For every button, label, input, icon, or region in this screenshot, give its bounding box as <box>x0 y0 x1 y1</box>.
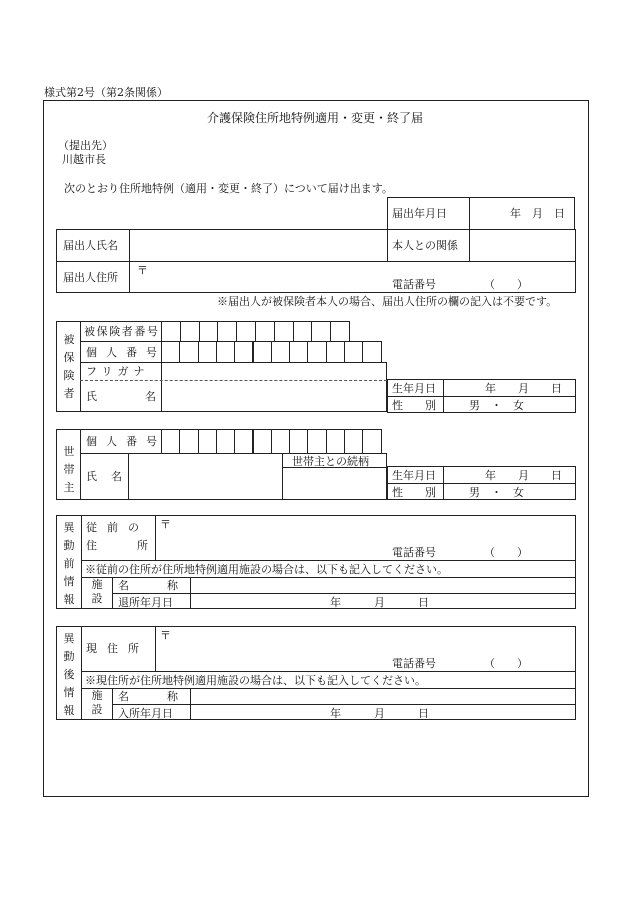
householder-name-label: 氏 名 <box>86 470 122 483</box>
digit-box[interactable] <box>289 341 308 363</box>
before-phone-label: 電話番号 <box>392 546 436 559</box>
submitter-name-field[interactable] <box>131 231 385 260</box>
householder-section-label: 世 帯 主 <box>63 445 75 494</box>
digit-box[interactable] <box>161 341 180 363</box>
digit-box[interactable] <box>307 341 326 363</box>
digit-box[interactable] <box>234 341 253 363</box>
digit-box[interactable] <box>311 321 331 342</box>
digit-box[interactable] <box>289 429 308 454</box>
digit-box[interactable] <box>253 341 272 363</box>
after-postal-mark: 〒 <box>160 629 171 642</box>
after-address-label: 現住所 <box>86 642 149 655</box>
digit-box[interactable] <box>216 429 235 454</box>
before-postal-mark: 〒 <box>160 518 171 531</box>
digit-box[interactable] <box>198 341 217 363</box>
after-facility-label: 施 設 <box>91 689 103 716</box>
householder-birth-label: 生年月日 <box>392 469 436 482</box>
digit-box[interactable] <box>344 341 363 363</box>
relationship-label: 本人との関係 <box>392 239 458 252</box>
digit-box[interactable] <box>271 429 290 454</box>
before-address-label-2: 住 所 <box>86 539 148 552</box>
insured-birth-label: 生年月日 <box>392 382 436 395</box>
intro-text: 次のとおり住所地特例（適用・変更・終了）について届け出ます。 <box>64 182 393 195</box>
householder-name-field[interactable] <box>130 455 280 498</box>
digit-box[interactable] <box>255 321 275 342</box>
insured-section-label: 被 保 険 者 <box>63 333 75 400</box>
phone-label: 電話番号 <box>392 278 436 291</box>
before-address-label-1: 従前の <box>86 521 149 534</box>
postal-mark: 〒 <box>137 264 148 277</box>
digit-box[interactable] <box>344 429 363 454</box>
before-date-value[interactable]: 年 月 日 <box>330 596 429 609</box>
relationship-field[interactable] <box>471 231 574 260</box>
digit-box[interactable] <box>179 341 198 363</box>
submitter-address-label: 届出人住所 <box>63 271 118 284</box>
after-facility-name-field[interactable] <box>192 690 574 703</box>
digit-box[interactable] <box>234 429 253 454</box>
furigana-field[interactable] <box>163 364 385 379</box>
digit-box[interactable] <box>217 321 237 342</box>
furigana-label: フリガナ <box>86 365 150 378</box>
digit-box[interactable] <box>216 341 235 363</box>
digit-box[interactable] <box>179 429 198 454</box>
digit-box[interactable] <box>161 321 181 342</box>
before-facility-label: 施 設 <box>91 578 103 605</box>
after-phone-paren[interactable]: （ ） <box>484 657 528 670</box>
before-section-label: 異 動 前 情 報 <box>63 521 75 606</box>
digit-box[interactable] <box>236 321 256 342</box>
insured-birth-value[interactable]: 年 月 日 <box>485 382 562 395</box>
form-number: 様式第2号（第2条関係） <box>44 86 168 99</box>
after-facility-name-label: 名 称 <box>118 690 178 703</box>
after-date-value[interactable]: 年 月 日 <box>330 707 429 720</box>
insured-name-label: 氏 名 <box>86 390 156 403</box>
date-value[interactable]: 年 月 日 <box>510 207 565 220</box>
addressee-label: （提出先） <box>58 139 113 152</box>
after-note: ※現住所が住所地特例適用施設の場合は、以下も記入してください。 <box>85 674 426 687</box>
after-phone-label: 電話番号 <box>392 657 436 670</box>
householder-sex-label: 性 別 <box>392 486 436 499</box>
before-facility-name-field[interactable] <box>192 579 574 592</box>
phone-paren[interactable]: （ ） <box>484 278 528 291</box>
digit-box[interactable] <box>326 429 345 454</box>
after-section-label: 異 動 後 情 報 <box>63 632 75 717</box>
insured-personal-number-label: 個人番号 <box>86 346 166 359</box>
page-title: 介護保険住所地特例適用・変更・終了届 <box>206 111 423 125</box>
relation-field[interactable] <box>284 469 385 498</box>
submitter-name-label: 届出人氏名 <box>63 239 118 252</box>
digit-box[interactable] <box>307 429 326 454</box>
insured-number-label: 被 保 険 者 番 号 <box>84 325 158 338</box>
digit-box[interactable] <box>271 341 290 363</box>
householder-birth-value[interactable]: 年 月 日 <box>485 469 562 482</box>
after-section <box>56 626 576 720</box>
householder-sex-value[interactable]: 男 ・ 女 <box>469 486 524 499</box>
digit-box[interactable] <box>362 341 381 363</box>
digit-box[interactable] <box>362 429 381 454</box>
digit-box[interactable] <box>180 321 200 342</box>
after-date-label: 入所年月日 <box>118 707 173 720</box>
digit-box[interactable] <box>198 429 217 454</box>
before-phone-paren[interactable]: （ ） <box>484 546 528 559</box>
digit-box[interactable] <box>253 429 272 454</box>
before-note: ※従前の住所が住所地特例適用施設の場合は、以下も記入してください。 <box>85 563 448 576</box>
relation-label: 世帯主との続柄 <box>292 455 369 468</box>
date-label: 届出年月日 <box>392 207 447 220</box>
digit-box[interactable] <box>330 321 350 342</box>
digit-box[interactable] <box>293 321 313 342</box>
submitter-note: ※届出人が被保険者本人の場合、届出人住所の欄の記入は不要です。 <box>217 295 558 308</box>
before-facility-name-label: 名 称 <box>118 579 178 592</box>
digit-box[interactable] <box>161 429 180 454</box>
before-date-label: 退所年月日 <box>118 596 173 609</box>
digit-box[interactable] <box>326 341 345 363</box>
insured-name-field[interactable] <box>163 382 385 410</box>
insured-sex-label: 性 別 <box>392 399 436 412</box>
digit-box[interactable] <box>274 321 294 342</box>
householder-personal-number-label: 個人番号 <box>86 435 166 448</box>
digit-box[interactable] <box>199 321 219 342</box>
insured-sex-value[interactable]: 男 ・ 女 <box>469 399 524 412</box>
addressee-name: 川越市長 <box>62 153 106 166</box>
